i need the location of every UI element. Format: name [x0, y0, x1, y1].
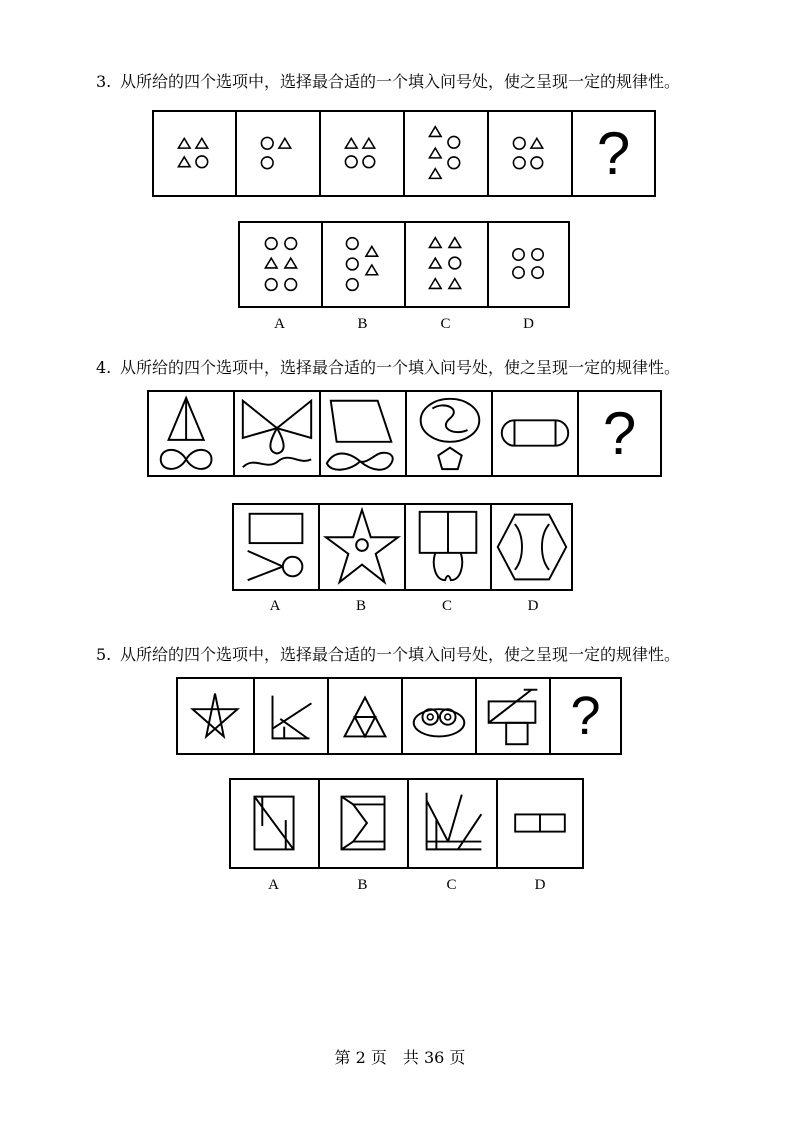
q5-figure-3: [329, 679, 403, 753]
q4-figure-2: [235, 392, 321, 475]
q5-figure-2: [255, 679, 329, 753]
option-label-b: B: [357, 877, 368, 893]
page-footer: 第 2 页 共 36 页: [334, 1048, 466, 1067]
q3-figure-4: [405, 112, 489, 195]
q3-figure-5: [489, 112, 573, 195]
option-label-b: B: [357, 316, 368, 332]
q5-option-b[interactable]: [320, 780, 409, 867]
q3-option-b[interactable]: [323, 223, 406, 306]
q5-question-cell: [551, 679, 620, 753]
question-4-options: [232, 503, 573, 591]
option-label-d: D: [527, 598, 539, 614]
question-3-options: [238, 221, 570, 308]
q5-figure-1: [178, 679, 255, 753]
option-label-b: B: [355, 598, 366, 614]
triangles-circles-figure: [154, 112, 235, 195]
option-label-a: A: [274, 316, 285, 332]
question-5-number: 5.: [96, 645, 112, 664]
option-label-d: D: [534, 877, 546, 893]
q5-option-d[interactable]: [498, 780, 582, 867]
q4-option-d[interactable]: [492, 505, 571, 589]
q4-option-c[interactable]: [406, 505, 492, 589]
question-5-text: 5. 从所给的四个选项中，选择最合适的一个填入问号处，使之呈现一定的规律性。: [96, 645, 681, 664]
question-3-option-labels: [238, 316, 570, 333]
question-5-option-labels: [229, 877, 584, 894]
q3-figure-1: [154, 112, 237, 195]
question-3-text: 3. 从所给的四个选项中，选择最合适的一个填入问号处，使之呈现一定的规律性。: [96, 72, 681, 91]
question-3-number: 3.: [96, 72, 112, 91]
q4-figure-5: [493, 392, 579, 475]
q5-figure-4: [403, 679, 477, 753]
option-label-d: D: [523, 316, 534, 332]
q3-option-a[interactable]: [240, 223, 323, 306]
q4-figure-1: [149, 392, 235, 475]
q4-option-b[interactable]: [320, 505, 406, 589]
q4-question-cell: [579, 392, 660, 475]
question-5-options: [229, 778, 584, 869]
option-label-c: C: [446, 877, 457, 893]
q4-option-a[interactable]: [234, 505, 320, 589]
q3-question-cell: [573, 112, 654, 195]
question-4-sequence: [147, 390, 662, 477]
question-mark: ?: [596, 119, 631, 187]
q5-option-c[interactable]: [409, 780, 498, 867]
question-mark: ?: [602, 399, 637, 467]
q5-figure-5: [477, 679, 551, 753]
option-label-c: C: [440, 316, 451, 332]
q5-option-a[interactable]: [231, 780, 320, 867]
option-label-a: A: [269, 598, 281, 614]
question-4-text: 4. 从所给的四个选项中，选择最合适的一个填入问号处，使之呈现一定的规律性。: [96, 358, 681, 377]
q4-figure-3: [321, 392, 407, 475]
q3-figure-3: [321, 112, 405, 195]
q4-figure-4: [407, 392, 493, 475]
option-label-c: C: [441, 598, 452, 614]
question-4-number: 4.: [96, 358, 112, 377]
q3-option-d[interactable]: [489, 223, 568, 306]
question-mark: ?: [570, 686, 601, 746]
q3-figure-2: [237, 112, 321, 195]
question-3-sequence: [152, 110, 656, 197]
q3-option-c[interactable]: [406, 223, 489, 306]
question-4-option-labels: [232, 598, 576, 615]
question-5-sequence: [176, 677, 622, 755]
option-label-a: A: [268, 877, 279, 893]
